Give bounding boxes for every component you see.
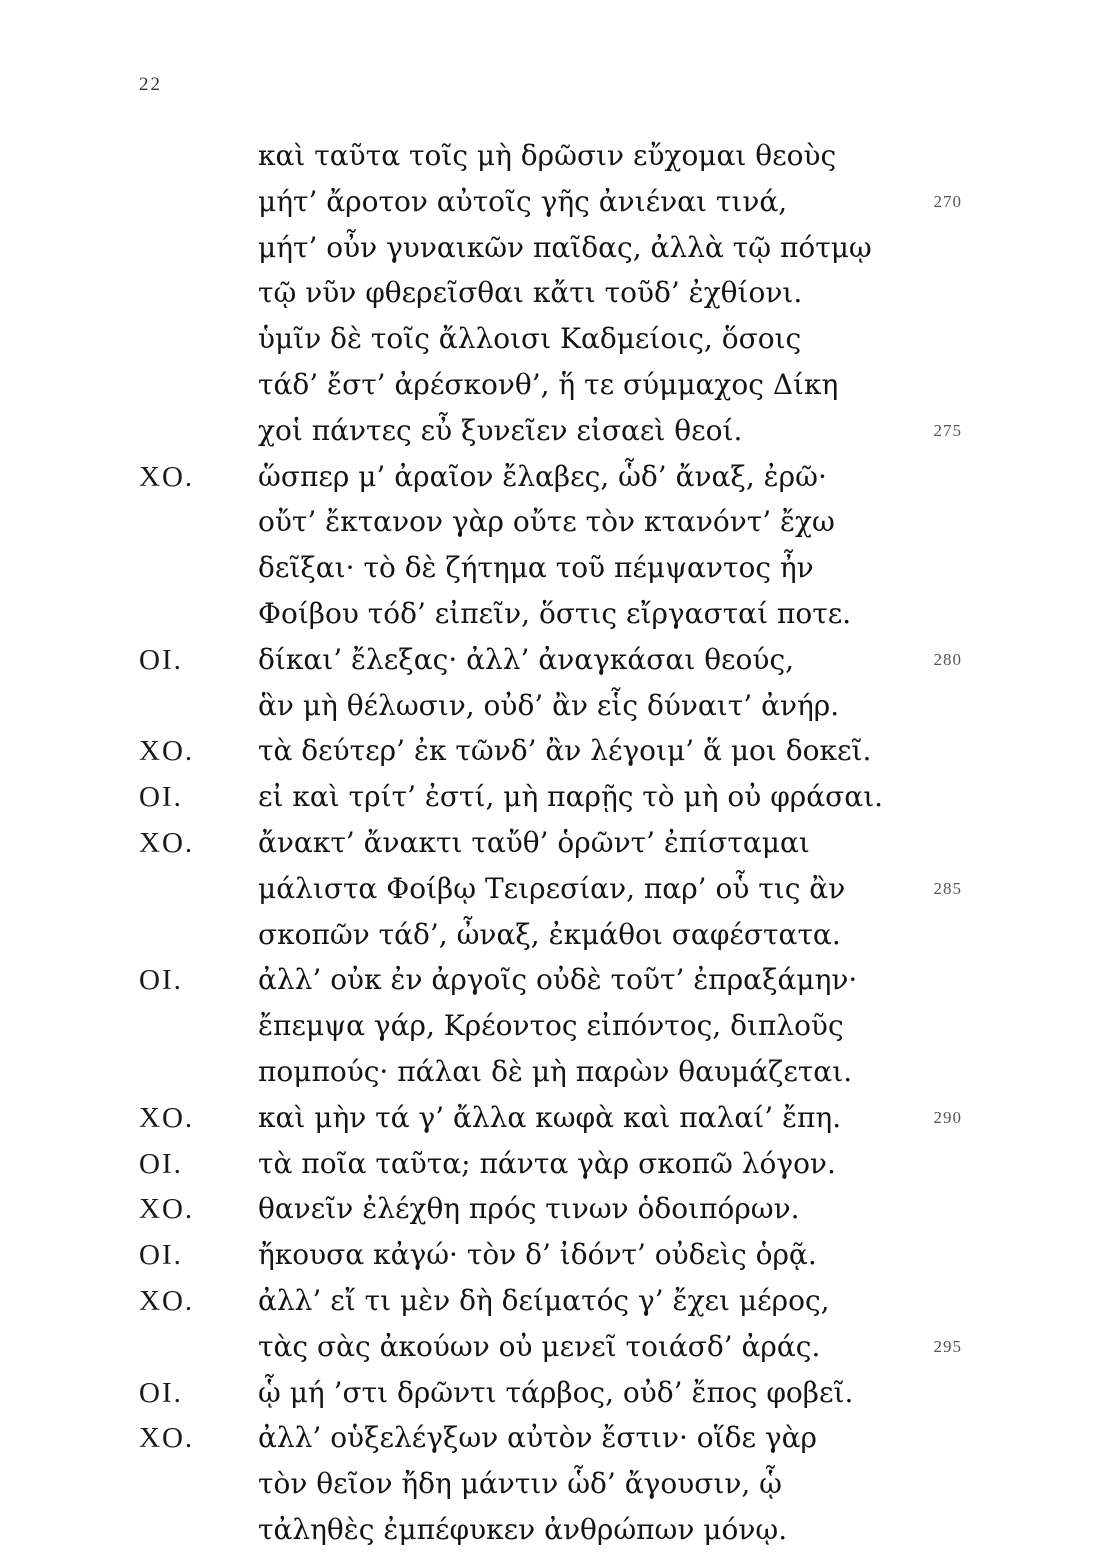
verse-line [0,728,1111,774]
line-number: 280 [933,649,962,669]
verse-line [0,1003,1111,1049]
line-number: 285 [933,878,962,898]
speaker-label: ΟΙ. [139,643,183,676]
verse-line [0,1095,1111,1141]
verse-text: χοἱ πάντες εὖ ξυνεῖεν εἰσαεὶ θεοί. [258,413,743,447]
verse-text: τὰ ποῖα ταῦτα; πάντα γὰρ σκοπῶ λόγον. [258,1146,836,1180]
speaker-label: ΧΟ. [139,1101,195,1134]
verse-text: τἀληθὲς ἐμπέφυκεν ἀνθρώπων μόνῳ. [258,1513,788,1546]
speaker-label: ΧΟ. [139,460,195,493]
verse-line [0,957,1111,1003]
speaker-label: ΟΙ. [139,781,183,814]
speaker-label: ΟΙ. [139,1239,183,1272]
verse-text: σκοπῶν τάδ’, ὦναξ, ἐκμάθοι σαφέστατα. [258,917,841,951]
speaker-label: ΧΟ. [139,1193,195,1226]
verse-line [0,683,1111,729]
verse-line [0,1461,1111,1507]
verse-line [0,820,1111,866]
verse-line [0,866,1111,912]
page-number: 22 [139,74,162,95]
verse-text: τὰς σὰς ἀκούων οὐ μενεῖ τοιάσδ’ ἀράς. [258,1329,821,1363]
verse-text: ὥσπερ μ’ ἀραῖον ἔλαβες, ὧδ’ ἄναξ, ἐρῶ· [258,459,827,493]
verse-text: μήτ’ ἄροτον αὐτοῖς γῆς ἀνιέναι τινά, [258,184,788,218]
verse-text: δίκαι’ ἔλεξας· ἀλλ’ ἀναγκάσαι θεούς, [258,642,795,676]
verse-text: μάλιστα Φοίβῳ Τειρεσίαν, παρ’ οὗ τις ἂν [258,871,846,905]
verse-line [0,545,1111,591]
verse-text: δεῖξαι· τὸ δὲ ζήτημα τοῦ πέμψαντος ἦν [258,551,814,585]
verse-text: ἤκουσα κἀγώ· τὸν δ’ ἰδόντ’ οὐδεὶς ὁρᾷ. [258,1238,817,1272]
speaker-label: ΧΟ. [139,827,195,859]
verse-line [0,1415,1111,1461]
speaker-label: ΧΟ. [139,735,195,768]
verse-line [0,1141,1111,1187]
line-number: 270 [933,191,962,211]
verse-line [0,1370,1111,1416]
verse-line [0,1186,1111,1232]
verse-line [0,1049,1111,1095]
line-number: 275 [933,420,962,440]
verse-text: τῷ νῦν φθερεῖσθαι κἄτι τοῦδ’ ἐχθίονι. [258,276,803,310]
verse-text: ἄνακτ’ ἄνακτι ταὔθ’ ὁρῶντ’ ἐπίσταμαι [258,826,810,859]
verse-text: μήτ’ οὖν γυναικῶν παῖδας, ἀλλὰ τῷ πότμῳ [258,230,872,264]
verse-text: πομπούς· πάλαι δὲ μὴ παρὼν θαυμάζεται. [258,1055,853,1088]
verse-text: εἰ καὶ τρίτ’ ἐστί, μὴ παρῇς τὸ μὴ οὐ φράσαι. [258,780,884,814]
verse-line [0,179,1111,225]
speaker-label: ΧΟ. [139,1422,195,1455]
verse-text: ὑμῖν δὲ τοῖς ἄλλοισι Καδμείοις, ὅσοις [258,322,802,356]
verse-line [0,1278,1111,1324]
verse-line [0,270,1111,316]
verse-line [0,591,1111,637]
verse-text: ἀλλ’ εἴ τι μὲν δὴ δείματός γ’ ἔχει μέρος, [258,1284,830,1317]
line-number: 295 [933,1336,962,1356]
speaker-label: ΟΙ. [139,1147,183,1180]
verse-line [0,408,1111,454]
verse-text: θανεῖν ἐλέχθη πρός τινων ὁδοιπόρων. [258,1192,800,1226]
verse-line [0,454,1111,500]
verse-text: ἃν μὴ θέλωσιν, οὐδ’ ἂν εἷς δύναιτ’ ἀνήρ. [258,688,840,722]
verse-text: ἔπεμψα γάρ, Κρέοντος εἰπόντος, διπλοῦς [258,1009,844,1043]
speaker-label: ΟΙ. [139,964,183,997]
verse-line [0,225,1111,271]
verse-line [0,774,1111,820]
verse-text: τάδ’ ἔστ’ ἀρέσκονθ’, ἥ τε σύμμαχος Δίκη [258,368,839,401]
verse-text: καὶ μὴν τά γ’ ἄλλα κωφὰ καὶ παλαί’ ἔπη. [258,1100,842,1134]
verse-line [0,912,1111,958]
verse-line [0,1324,1111,1370]
verse-text: ἀλλ’ οὑξελέγξων αὐτὸν ἔστιν· οἵδε γὰρ [258,1421,818,1455]
verse-text: καὶ ταῦτα τοῖς μὴ δρῶσιν εὔχομαι θεοὺς [258,139,837,172]
verse-line [0,316,1111,362]
verse-line [0,499,1111,545]
verse-text: τὰ δεύτερ’ ἐκ τῶνδ’ ἂν λέγοιμ’ ἅ μοι δοκεῖ. [258,734,872,768]
verse-line [0,362,1111,408]
speaker-label: ΟΙ. [139,1376,183,1409]
speaker-label: ΧΟ. [139,1285,195,1317]
verse-text: οὔτ’ ἔκτανον γὰρ οὔτε τὸν κτανόντ’ ἔχω [258,505,835,539]
verse-line [0,133,1111,179]
verse-text: ἀλλ’ οὐκ ἐν ἀργοῖς οὐδὲ τοῦτ’ ἐπραξάμην· [258,963,858,997]
verse-text: τὸν θεῖον ἤδη μάντιν ὧδ’ ἄγουσιν, ᾧ [258,1467,782,1501]
verse-text: ᾧ μή ’στι δρῶντι τάρβος, οὐδ’ ἔπος φοβεῖ. [258,1375,854,1409]
verse-text: Φοίβου τόδ’ εἰπεῖν, ὅστις εἴργασταί ποτε. [258,597,852,630]
line-number: 290 [933,1107,962,1127]
verse-line [0,637,1111,683]
verse-line [0,1507,1111,1553]
verse-line [0,1232,1111,1278]
